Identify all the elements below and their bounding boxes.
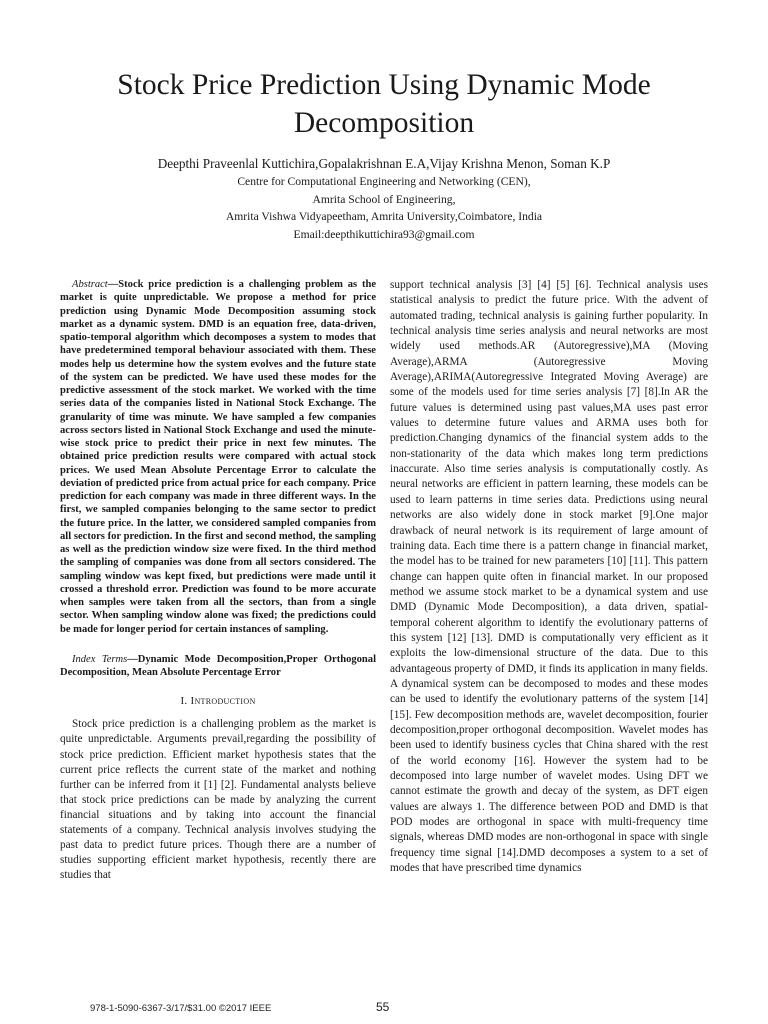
section-number: I. [180,695,188,708]
affiliation-line: Amrita School of Engineering, [312,192,456,206]
affiliation-line: Amrita Vishwa Vidyapeetham, Amrita University,Coimbatore, India [225,210,543,223]
right-column [390,278,708,876]
abstract-text: —Stock price prediction is a challenging problem as the market is quite unpredictable. We propose a method for price prediction using Dynamic Mode Decomposition assuming stock market as a dynamic system. DMD is an equation free, data-driven, spatio-temporal algorithm which decomposes a system to modes that have predetermined temporal behaviour associated with them. These modes help us determine how the system evolves and the future state of the system can be predicted. We have used these modes for the predictive assessment of the stock market. We worked with the time series data of the companies listed in National Stock Exchange. The granularity of time was minute. We have sampled a few companies across sectors listed in National Stock Exchange and used the minute-wise stock price to predict their price in next few minutes. The obtained price prediction results were compared with actual stock prices. We used Mean Absolute Percentage Error to calculate the deviation of predicted price from actual price for each company. Price prediction for each company was made in three different ways. In the first, we sampled companies belonging to the same sector to predict the future price. In the latter, we considered sampled companies from all sectors for prediction. In the first and second method, the sampling as well as the prediction window size were fixed. In the third method the sampling of companies was done from all sectors considered. The sampling window was kept fixed, but predictions were made until it crossed a threshold error. Prediction was found to be more accurate when samples were taken from all the sectors, than from a single sector. When sampling window alone was fixed; the predictions could be made for longer period for certain instances of sampling. [60,279,376,635]
index-terms-text: —Dynamic Mode Decomposition,Proper Orthogonal Decomposition, Mean Absolute Percentage Error [60,653,376,678]
paper-title: Stock Price Prediction Using Dynamic Mode Decomposition [117,69,651,139]
intro-paragraph-right: support technical analysis [3] [4] [5] [6]. Technical analysis uses statistical analysis to predict the future price. With the advent of automated trading, technical analysis is gaining further popularity. In technical analysis time series analysis and neural networks are most widely used methods.AR (Autoregressive),MA (Moving Average),ARMA (Autoregressive Moving Average),ARIMA(Autoregressive Integrated Moving Average) are some of the models used for time series analysis [7] [8].In AR the future values is determined using past values,MA uses past error values to determine future values and ARMA uses both for prediction.Changing dynamics of the financial system adds to the non-stationarity of the data which makes long term predictions inaccurate. Also time series analysis is computationally costly. As neural networks are efficient in pattern learning, these models can be used to learn patterns in time series data. Predictions using neural networks are also widely done in stock market [9].One major drawback of neural network is its requirement of large amount of training data. Each time there is a pattern change in financial market, the model has to be trained for new parameters [10] [11]. This pattern change can happen quite often in financial market. In our proposed method we assume stock market to be a dynamical system and use DMD (Dynamic Mode Decomposition), a data driven, spatial-temporal coherent algorithm to identify the evolutionary patterns of this system [12] [13]. DMD is computationally very efficient as it exploits the low-dimensional structure of the data. Due to this advantageous property of DMD, it finds its application in many fields. A dynamical system can be decomposed to modes and these modes can be used to identify the evolutionary patterns of the system [14] [15]. Few decomposition methods are, wavelet decomposition, fourier decomposition,proper orthogonal decomposition. Wavelet modes has been used to identify business cycles that China shared with the rest of the world economy [16]. However the system had to be decomposed into large number of wavelet modes. Using DFT we cannot estimate the growth and decay of the system, as DFT eigen values are always 1. The difference between POD and DMD is that POD modes are orthogonal in space with multi-frequency time signals, whereas DMD modes are non-orthogonal in space with single frequency time signal [14].DMD decomposes a system to a set of modes that have prescribed time dynamics [390,279,708,875]
section-title: Introduction [190,695,256,708]
left-column [60,278,376,883]
affiliation-block [60,173,708,243]
abstract [60,278,376,636]
page-number: 55 [376,1000,390,1014]
index-terms [60,653,376,680]
affiliation-line: Centre for Computational Engineering and Networking (CEN), [237,175,531,188]
section-heading-introduction [60,694,376,709]
copyright-footer: 978-1-5090-6367-3/17/$31.00 ©2017 IEEE [90,1003,272,1014]
author-email: Email:deepthikuttichira93@gmail.com [293,227,475,241]
author-list: Deepthi Praveenlal Kuttichira,Gopalakrishnan E.A,Vijay Krishna Menon, Soman K.P [157,156,611,171]
index-terms-label: Index Terms [72,653,128,665]
intro-paragraph-left: Stock price prediction is a challenging problem as the market is quite unpredictable. Arguments prevail,regarding the possibility of stock price prediction. Efficient market hypothesis states that the current price reflects the current state of the market and nothing further can be inferred from it [1] [2]. Fundamental analysts believe that stock price predictions can be made by analyzing the current financial situations and by taking into account the financial statements of a company. Technical analysis involves studying the past data to predict future prices. Though there are a number of studies supporting efficient market hypothesis, recently there are studies that [60,718,376,882]
abstract-label: Abstract [72,279,108,290]
